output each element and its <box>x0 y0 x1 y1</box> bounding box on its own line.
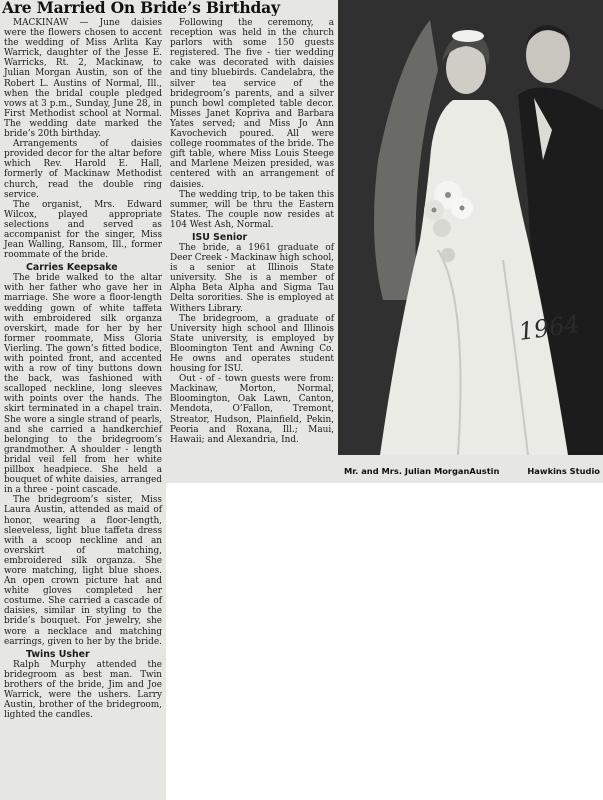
article-column-middle <box>170 18 334 488</box>
wedding-photo <box>338 0 603 455</box>
article-paragraph: The organist, Mrs. Edward Wilcox, played appropriate selections and served as accompanist for the singer, Miss Jean Walling, Ransom, Ill., former roommate of the bride. <box>4 199 162 261</box>
subheading-isu-senior: ISU Senior <box>192 231 248 243</box>
article-paragraph: The wedding trip, to be taken this summer, will be thru the Eastern States. The couple now resides at 104 West Ash, Normal. <box>170 189 334 230</box>
article-paragraph: The bridegroom’s sister, Miss Laura Austin, attended as maid of honor, wearing a floor-length, sleeveless, light blue taffeta dress with a scoop neckline and an overskirt of matching, embroidered silk organza. She wore matching, light blue shoes. An open crown picture hat and white gloves completed her costume. She carried a cascade of daisies, similar in styling to the bride’s bouquet. For jewelry, she wore a necklace and matching earrings, given to her by the bride. <box>4 495 162 647</box>
subheading-twins-usher: Twins Usher <box>26 648 90 660</box>
photo-caption <box>344 466 600 476</box>
article-headline: Are Married On Bride’s Birthday <box>2 0 280 16</box>
article-column-left <box>4 18 162 798</box>
handwritten-year: 1964 <box>516 309 582 346</box>
caption-studio: Hawkins Studio <box>527 466 600 476</box>
article-paragraph: Ralph Murphy attended the bridegroom as best man. Twin brothers of the bride, Jim and Joe Warrick, were the ushers. Larry Austin, brother of the bridegroom, lighted the candles. <box>4 659 162 721</box>
article-paragraph: The bridegroom, a graduate of University high school and Illinois State university, is employed by Bloomington Tent and Awning Co. He owns and operates student housing for ISU. <box>170 313 334 375</box>
article-paragraph: Arrangements of daisies provided decor for the altar before which Rev. Harold E. Hall, formerly of Mackinaw Methodist church, read the double ring service. <box>4 139 162 200</box>
article-paragraph: The bride walked to the altar with her father who gave her in marriage. She wore a floor-length wedding gown of white taffeta with embroidered silk organza overskirt, made for her by her former roommate, Miss Gloria Vierling. The gown’s fitted bodice, with pointed front, and accented with a row of tiny buttons down the back, was fashioned with scalloped neckline, long sleeves with points over the hands. The skirt terminated in a chapel train. She wore a single strand of pearls, and she carried a handkerchief belonging to the bridegroom’s grandmother. A shoulder - length bridal veil fell from her white pillbox headpiece. She held a bouquet of white daisies, arranged in a three - point cascade. <box>4 273 162 496</box>
caption-names: Mr. and Mrs. Julian MorganAustin <box>344 466 500 476</box>
subheading-carries-keepsake: Carries Keepsake <box>26 262 118 274</box>
article-paragraph: Following the ceremony, a reception was held in the church parlors with some 150 guests registered. The five - tier wedding cake was decorated with daisies and tiny bluebirds. Candelabra, the silver tea service of the bridegroom’s parents, and a silver punch bowl completed table decor. Misses Janet Kopriva and Barbara Yates served; and Miss Jo Ann Kavochevich poured. All were college roommates of the bride. The gift table, where Miss Louis Steege and Marlene Meizen presided, was centered with an arrangement of daisies. <box>170 18 334 190</box>
article-paragraph: Out - of - town guests were from: Mackinaw, Morton, Normal, Bloomington, Oak Lawn, Canton, Mendota, O’Fallon, Tremont, Streator, Hudson, Plainfield, Pekin, Peoria and Roxana, Ill.; Maui, Hawaii; and Alexandria, Ind. <box>170 374 334 445</box>
blank-area <box>166 483 603 800</box>
article-paragraph: MACKINAW — June daisies were the flowers chosen to accent the wedding of Miss Arlita Kay Warrick, daughter of the Jesse E. Warricks, Rt. 2, Mackinaw, to Julian Morgan Austin, son of the Robert L. Austins of Normal, Ill., when the bridal couple pledged vows at 3 p.m., Sunday, June 28, in First Methodist school at Normal. The wedding date marked the bride’s 20th birthday. <box>4 18 162 140</box>
pillbox-headpiece <box>452 30 484 42</box>
wedding-photo-illustration <box>338 0 603 455</box>
article-paragraph: The bride, a 1961 graduate of Deer Creek - Mackinaw high school, is a senior at Illinois State university. She is a member of Alpha Beta Alpha and Sigma Tau Delta sororities. She is employed at Withers Library. <box>170 242 334 314</box>
